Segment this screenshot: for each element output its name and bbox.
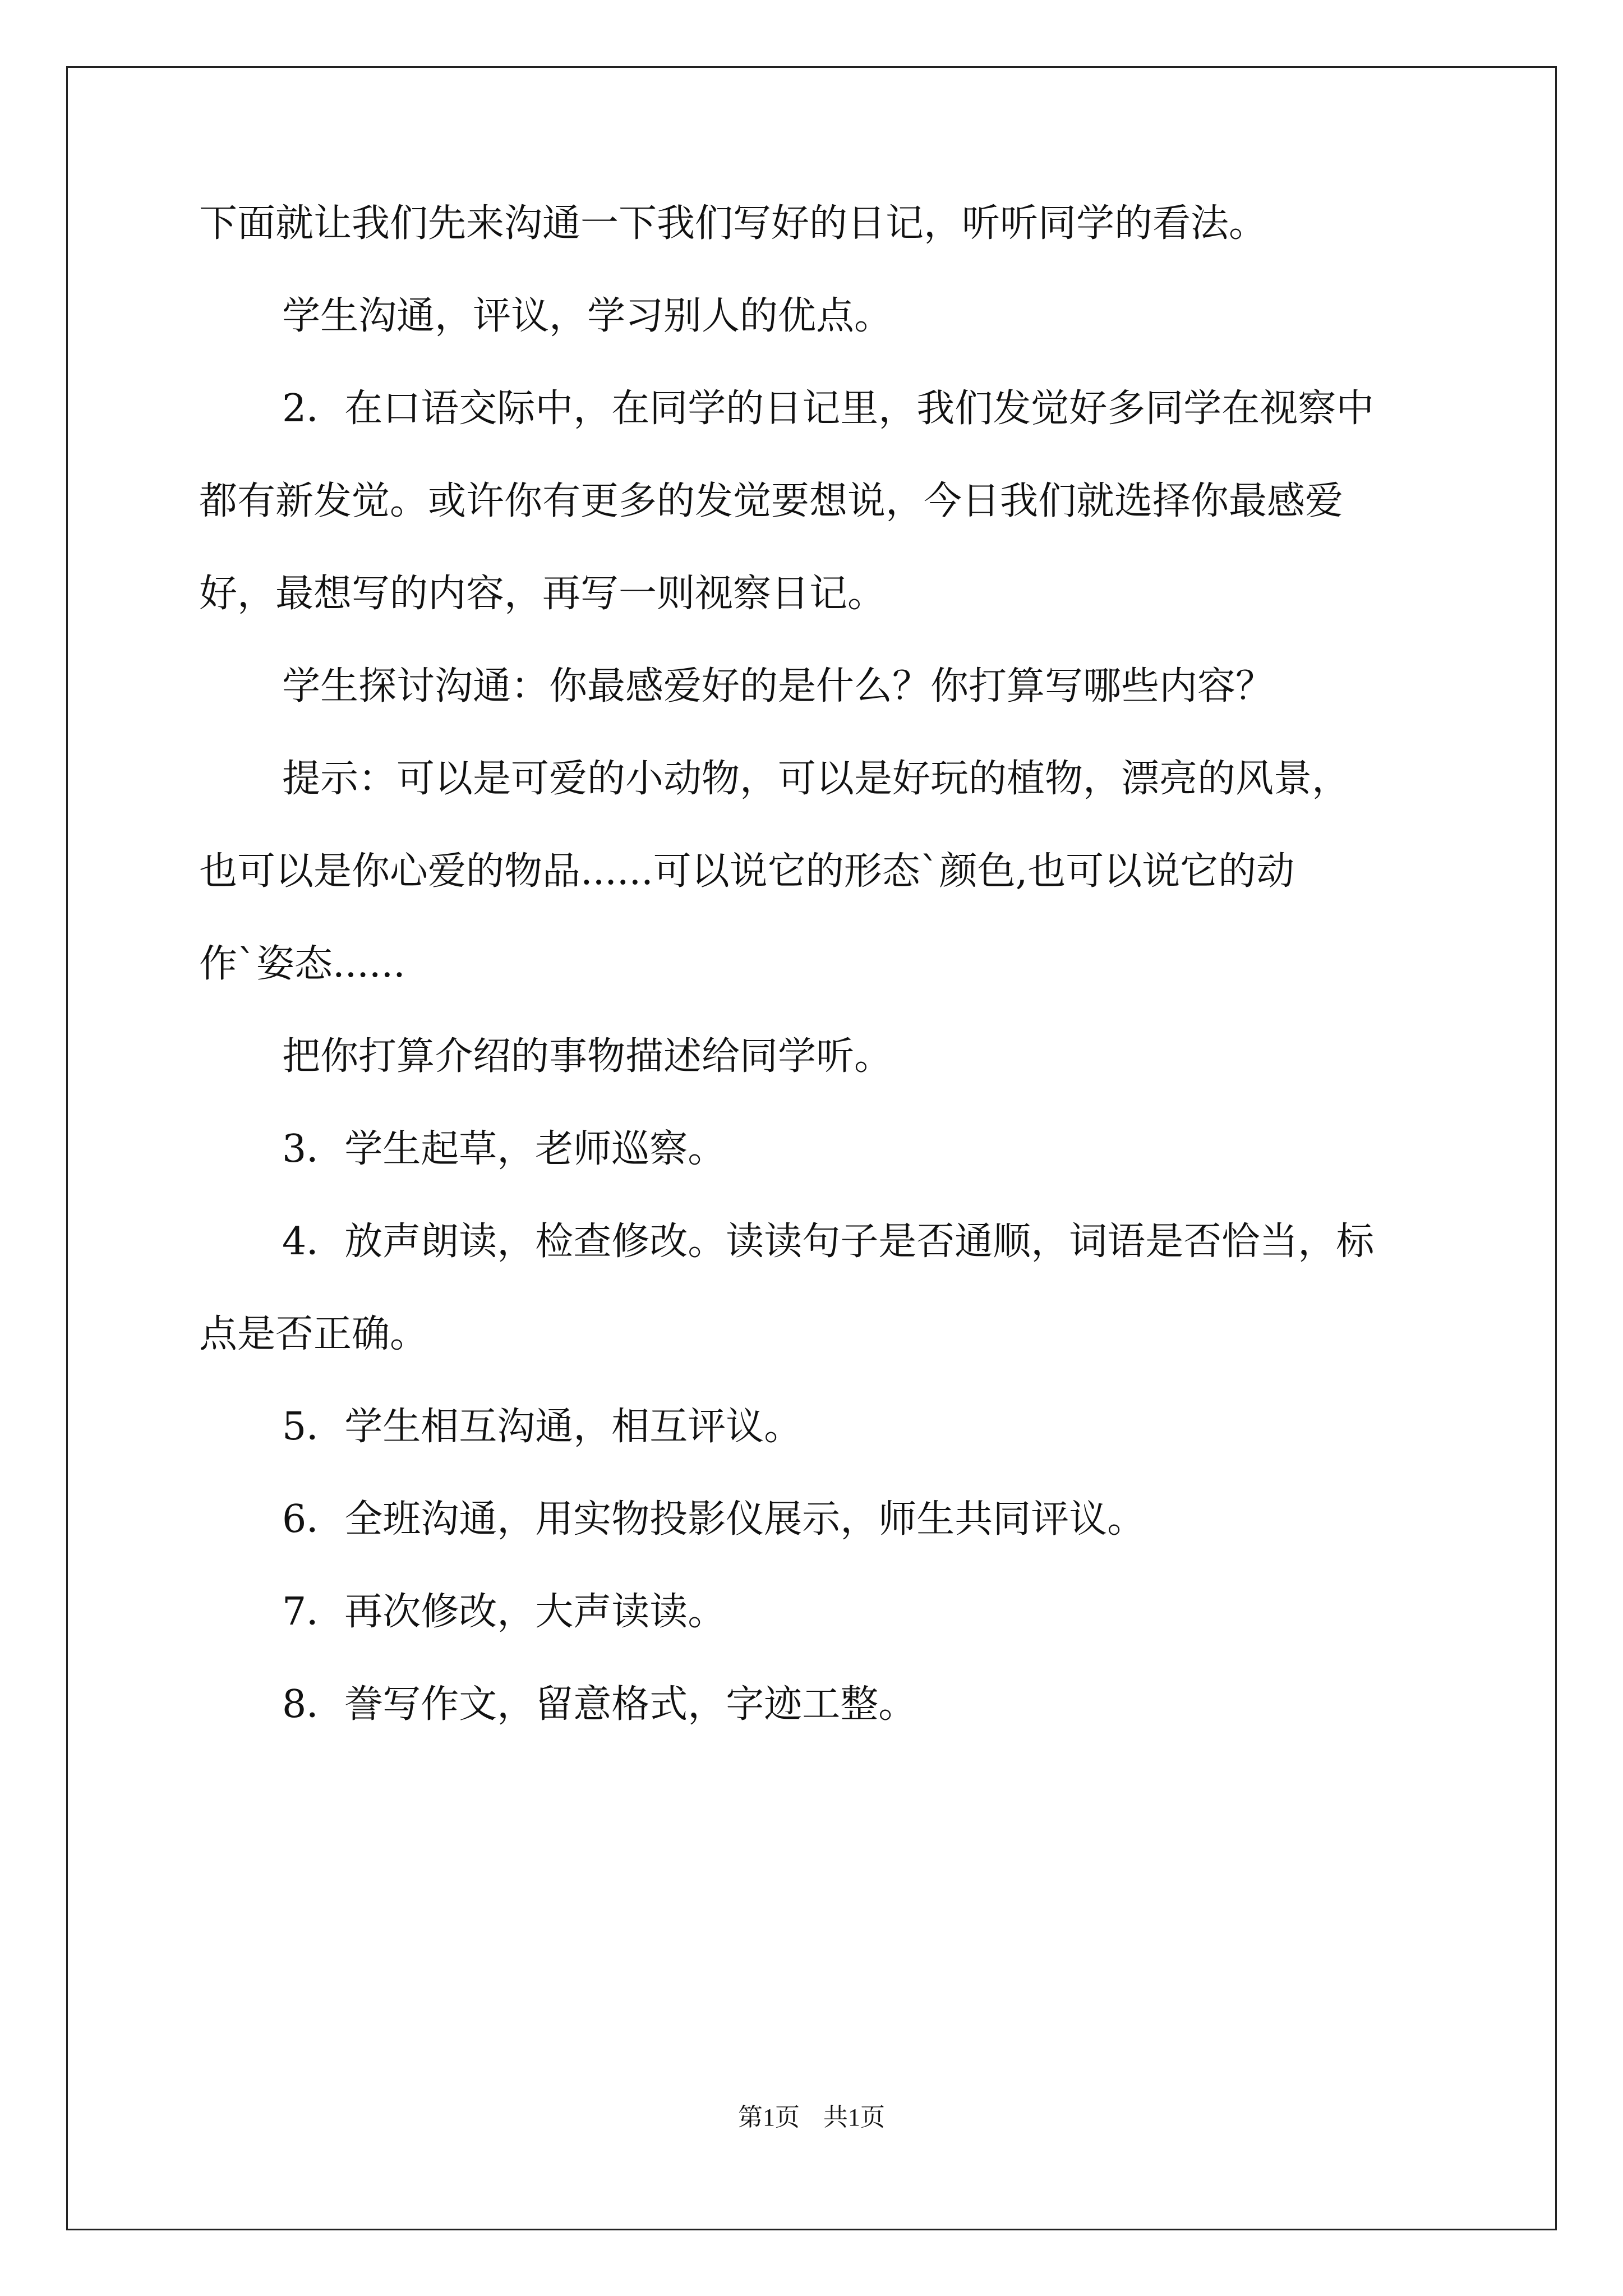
paragraph-line: 作`姿态...... (199, 942, 405, 986)
paragraph-line: 也可以是你心爱的物品......可以说它的形态`颜色,也可以说它的动 (199, 849, 1295, 894)
paragraph-line: 3．学生起草，老师巡察。 (282, 1127, 726, 1171)
paragraph-line: 5．学生相互沟通，相互评议。 (282, 1405, 803, 1449)
paragraph-line: 点是否正确。 (199, 1312, 428, 1356)
paragraph-line: 学生探讨沟通：你最感爱好的是什么？你打算写哪些内容？ (282, 664, 1274, 708)
paragraph-line: 学生沟通，评议，学习别人的优点。 (282, 294, 893, 338)
paragraph-line: 把你打算介绍的事物描述给同学听。 (282, 1034, 893, 1079)
paragraph-line: 7．再次修改，大声读读。 (282, 1590, 726, 1634)
paragraph-line: 6．全班沟通，用实物投影仪展示，师生共同评议。 (282, 1497, 1146, 1542)
paragraph-line: 提示：可以是可爱的小动物，可以是好玩的植物，漂亮的风景， (282, 757, 1350, 801)
paragraph-line: 2．在口语交际中，在同学的日记里，我们发觉好多同学在视察中 (282, 386, 1375, 431)
page-footer (0, 2097, 1623, 2133)
paragraph-line: 下面就让我们先来沟通一下我们写好的日记，听听同学的看法。 (199, 201, 1267, 246)
paragraph-line: 4．放声朗读，检查修改。读读句子是否通顺，词语是否恰当，标 (282, 1220, 1375, 1264)
paragraph-line: 好，最想写的内容，再写一则视察日记。 (199, 572, 886, 616)
page-total: 共1页 (823, 2104, 885, 2131)
page-number: 第1页 (738, 2104, 800, 2131)
paragraph-line: 都有新发觉。或许你有更多的发觉要想说，今日我们就选择你最感爱 (199, 479, 1344, 523)
paragraph-line: 8．誊写作文，留意格式，字迹工整。 (282, 1682, 917, 1727)
